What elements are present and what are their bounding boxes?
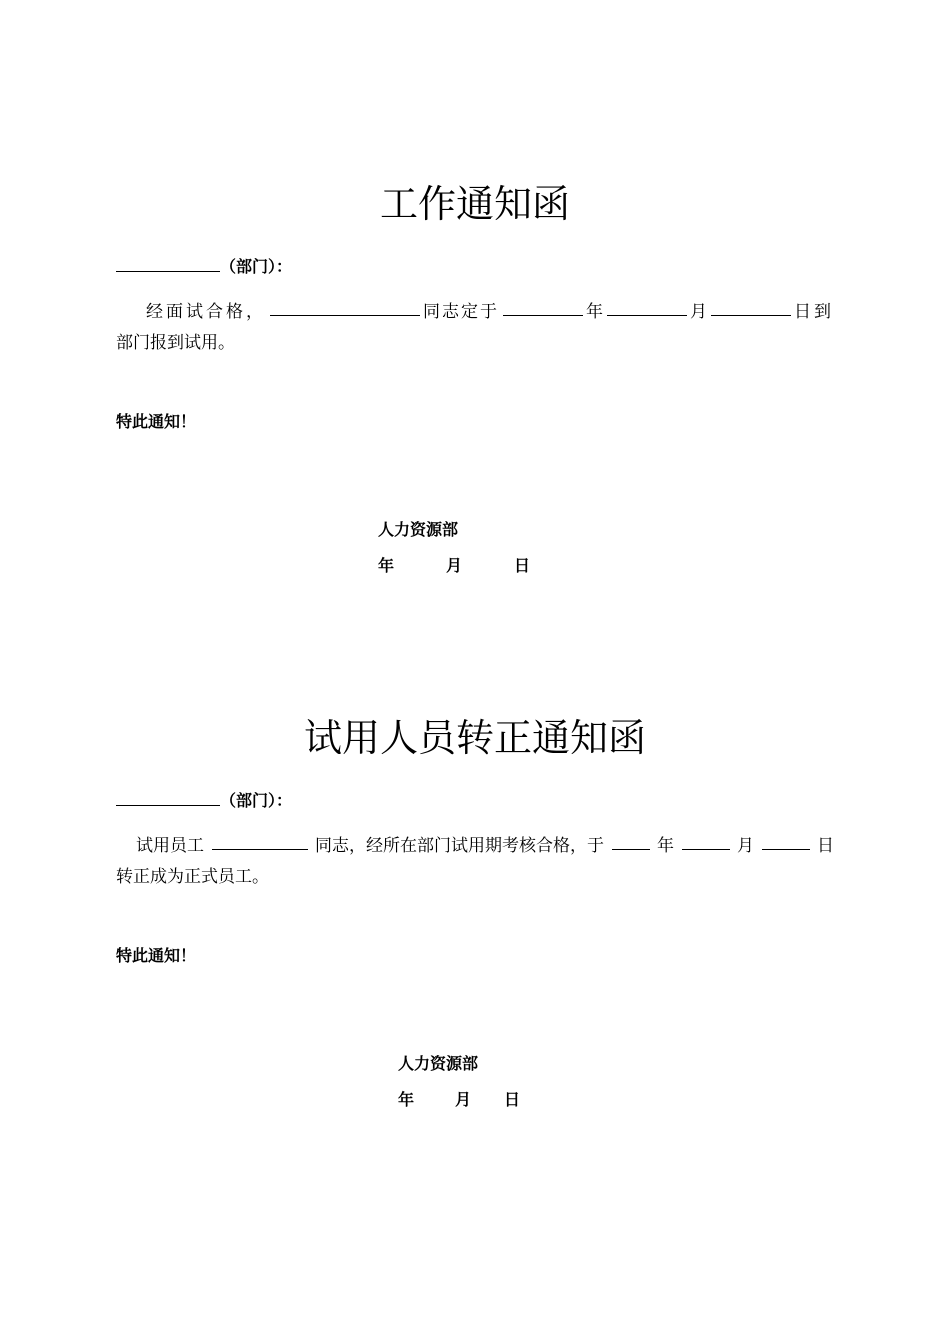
department-label: （部门）： bbox=[220, 257, 293, 276]
department-blank[interactable] bbox=[116, 787, 220, 806]
regularization-notice-body-line-1 bbox=[116, 831, 834, 862]
regularization-notice-signature: 人力资源部 bbox=[398, 1054, 479, 1073]
work-notice-title: 工作通知函 bbox=[379, 182, 570, 226]
year-label: 年 bbox=[657, 836, 674, 856]
date-day-label: 日 bbox=[514, 556, 531, 575]
date-year-label: 年 bbox=[398, 1090, 415, 1109]
body-text-probation-employee: 试用员工 bbox=[136, 836, 204, 856]
regularization-notice-body bbox=[116, 831, 834, 893]
year-blank[interactable] bbox=[612, 831, 650, 850]
body-text-comrade-scheduled: 同志定于 bbox=[423, 302, 499, 322]
date-day-label: 日 bbox=[504, 1090, 521, 1109]
day-label: 日 bbox=[817, 836, 834, 856]
regularization-notice bbox=[116, 0, 834, 1200]
regularization-notice-closing: 特此通知！ bbox=[116, 946, 197, 965]
month-blank[interactable] bbox=[682, 831, 730, 850]
month-label: 月 bbox=[690, 302, 707, 322]
work-notice-signature: 人力资源部 bbox=[378, 520, 459, 539]
day-blank[interactable] bbox=[762, 831, 810, 850]
day-arrive-label: 日到 bbox=[794, 302, 834, 322]
month-label: 月 bbox=[737, 836, 754, 856]
regularization-notice-title: 试用人员转正通知函 bbox=[303, 716, 646, 760]
work-notice-body-line-2: 部门报到试用。 bbox=[116, 333, 235, 353]
regularization-notice-date bbox=[398, 1089, 520, 1111]
regularization-notice-department-line bbox=[116, 787, 292, 812]
date-year-label: 年 bbox=[378, 556, 395, 575]
employee-name-blank[interactable] bbox=[212, 831, 308, 850]
date-month-label: 月 bbox=[446, 556, 463, 575]
body-text-passed-assessment: 同志，经所在部门试用期考核合格，于 bbox=[315, 836, 604, 856]
body-text-passed-interview: 经面试合格， bbox=[146, 302, 266, 322]
regularization-notice-body-line-2: 转正成为正式员工。 bbox=[116, 867, 269, 887]
work-notice-closing: 特此通知！ bbox=[116, 412, 197, 431]
department-label: （部门）： bbox=[220, 791, 293, 810]
year-label: 年 bbox=[586, 302, 603, 322]
date-month-label: 月 bbox=[455, 1090, 472, 1109]
